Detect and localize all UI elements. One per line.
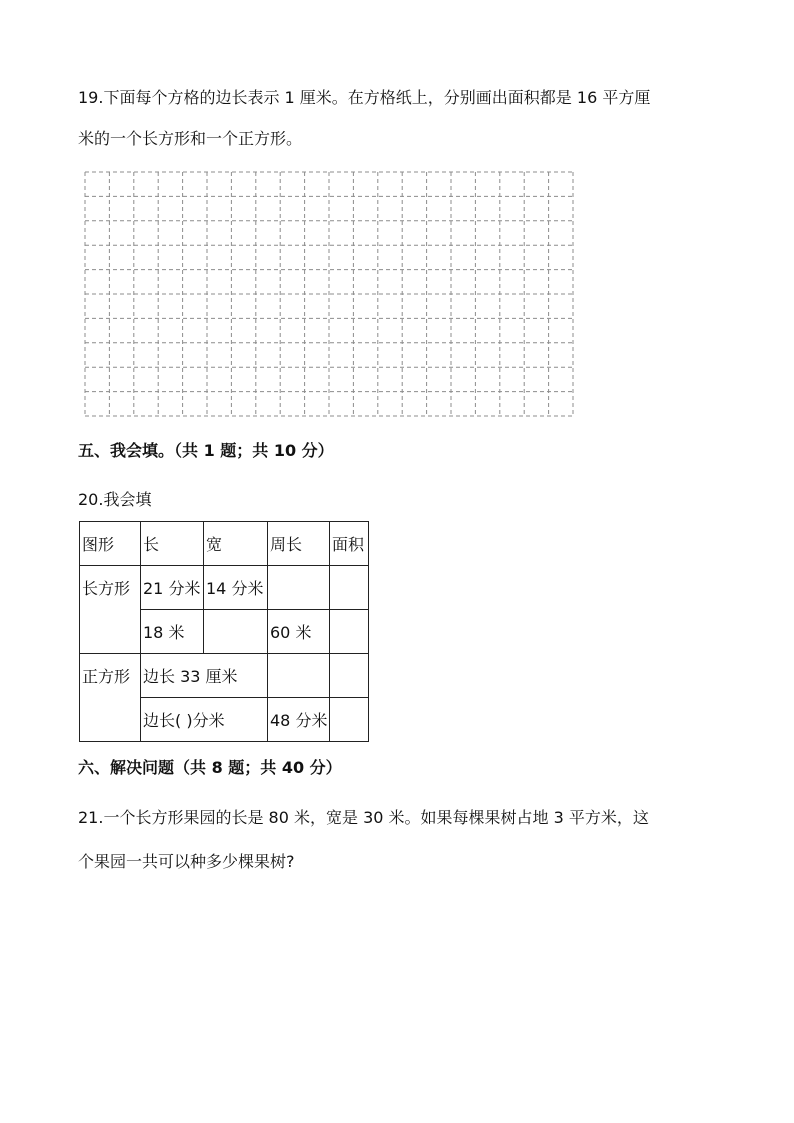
- header-area: 面积: [330, 522, 369, 566]
- section-5-heading: 五、我会填。（共 1 题；共 10 分）: [78, 441, 334, 460]
- cell-length: 21 分米: [141, 566, 204, 610]
- header-width: 宽: [204, 522, 268, 566]
- question-19-line-2: 米的一个长方形和一个正方形。: [78, 129, 303, 148]
- header-length: 长: [141, 522, 204, 566]
- cell-perimeter-blank[interactable]: [268, 566, 330, 610]
- header-perimeter: 周长: [268, 522, 330, 566]
- section-6-heading: 六、解决问题（共 8 题；共 40 分）: [78, 758, 342, 777]
- cell-area-blank[interactable]: [330, 698, 369, 742]
- cell-area-blank[interactable]: [330, 610, 369, 654]
- table-row: [80, 654, 369, 698]
- question-21-line-1: 21.一个长方形果园的长是 80 米，宽是 30 米。如果每棵果树占地 3 平方米，这: [78, 808, 649, 827]
- cell-perimeter-blank[interactable]: [268, 654, 330, 698]
- cell-width-blank[interactable]: [204, 610, 268, 654]
- cell-perimeter: 48 分米: [268, 698, 330, 742]
- cell-side: 边长 33 厘米: [141, 654, 268, 698]
- rectangle-label: 长方形: [80, 566, 141, 654]
- cell-length: 18 米: [141, 610, 204, 654]
- question-20-title: 20.我会填: [78, 490, 152, 509]
- cell-width: 14 分米: [204, 566, 268, 610]
- table-header-row: [80, 522, 369, 566]
- question-21-line-2: 个果园一共可以种多少棵果树?: [78, 852, 295, 871]
- cell-area-blank[interactable]: [330, 654, 369, 698]
- header-shape: 图形: [80, 522, 141, 566]
- question-19-line-1: 19.下面每个方格的边长表示 1 厘米。在方格纸上，分别画出面积都是 16 平方厘: [78, 88, 651, 107]
- square-grid[interactable]: [84, 171, 576, 421]
- cell-perimeter: 60 米: [268, 610, 330, 654]
- square-label: 正方形: [80, 654, 141, 742]
- cell-area-blank[interactable]: [330, 566, 369, 610]
- cell-side-blank[interactable]: 边长( )分米: [141, 698, 268, 742]
- fill-in-table: [79, 521, 369, 742]
- table-row: [80, 566, 369, 610]
